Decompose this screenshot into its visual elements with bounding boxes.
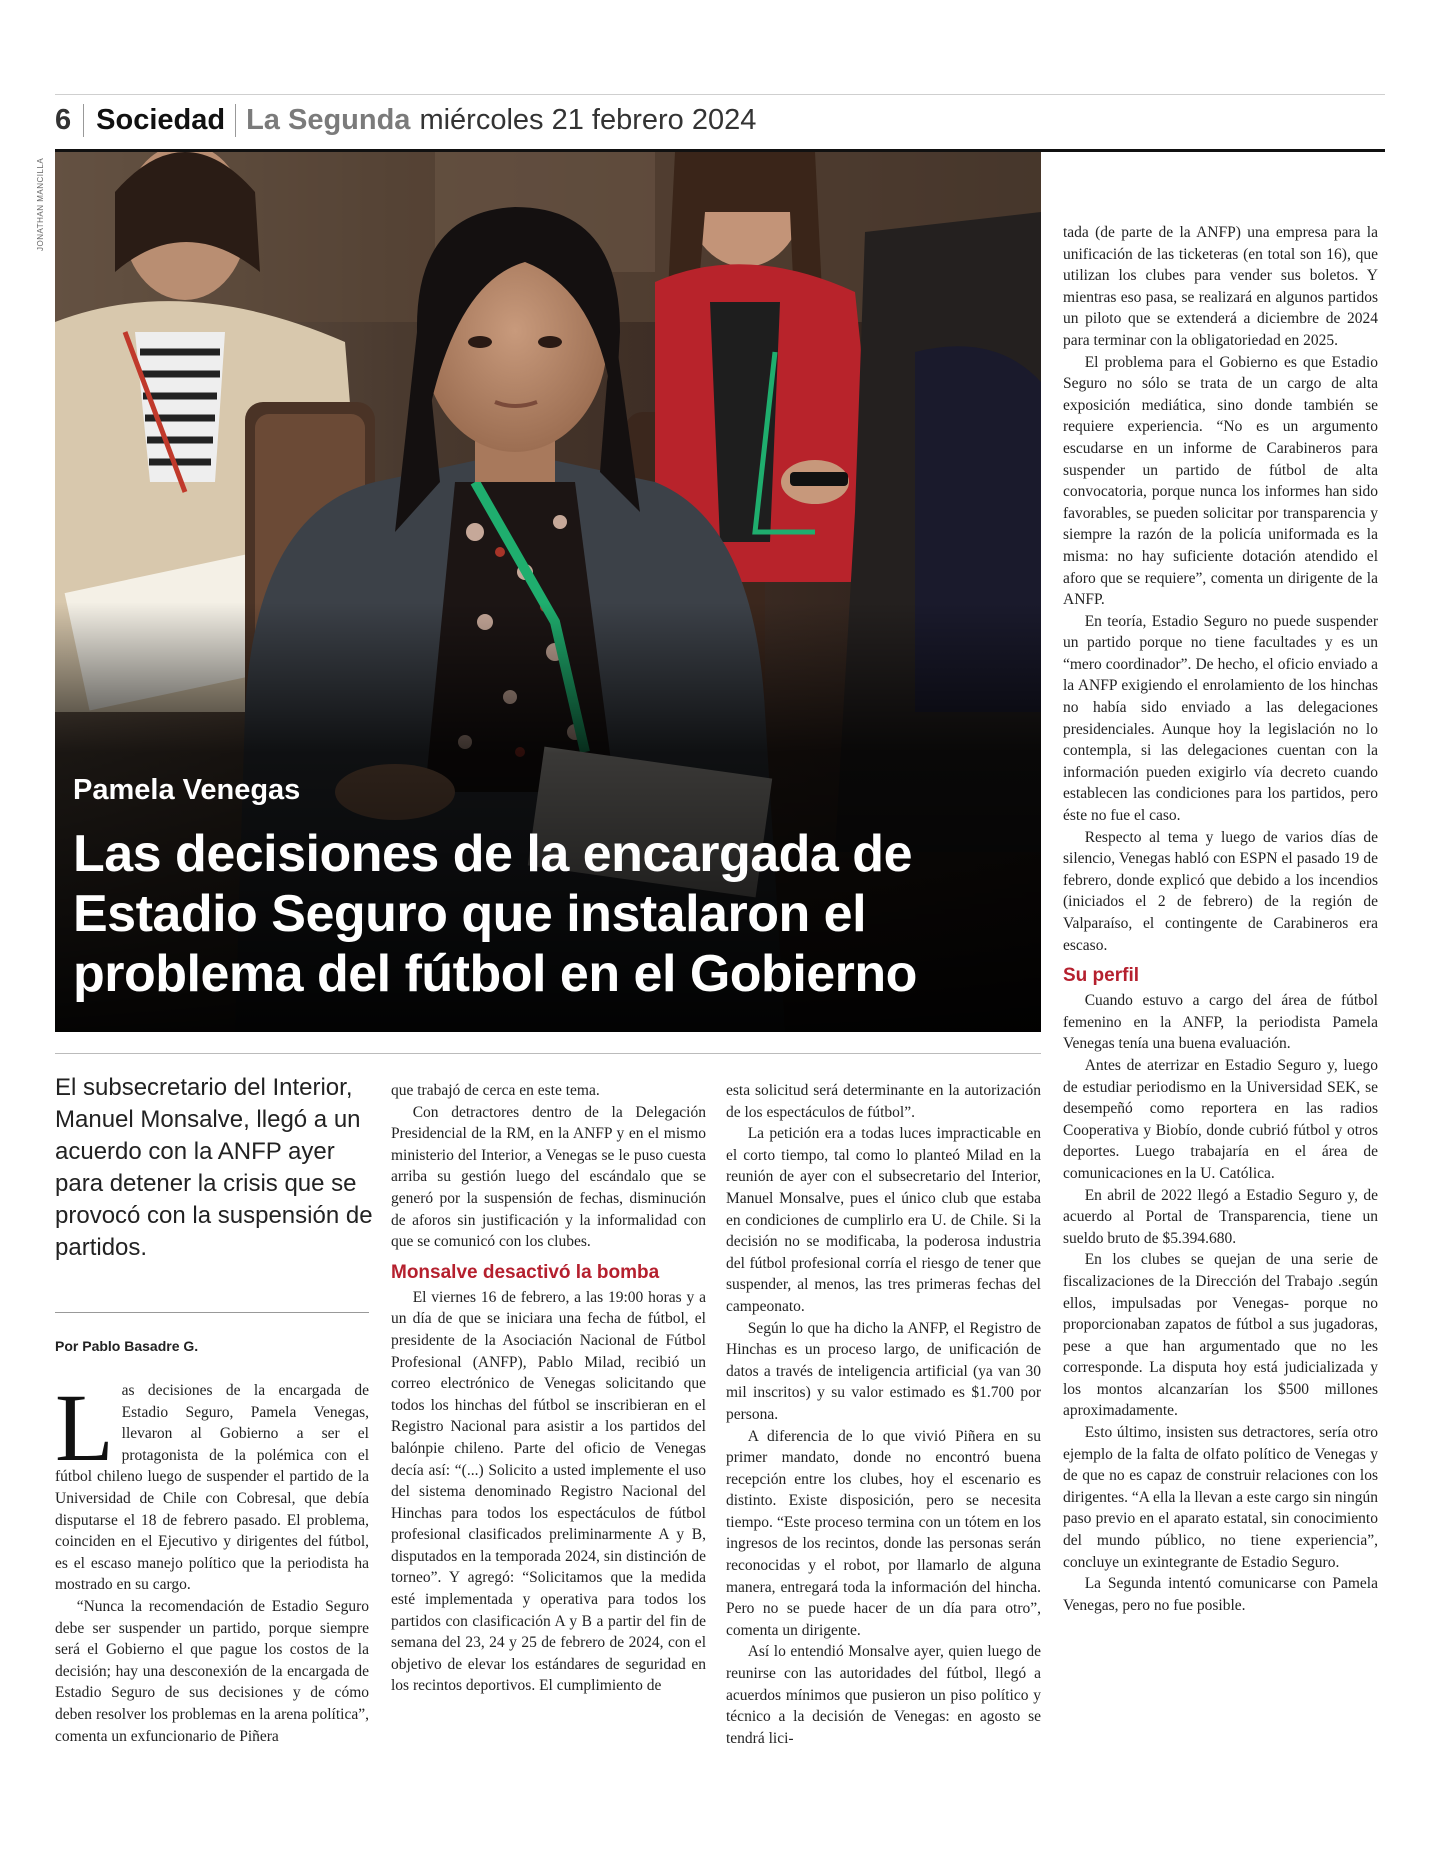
page-number: 6 bbox=[55, 104, 84, 137]
paragraph: Según lo que ha dicho la ANFP, el Registro de Hinchas es un proceso largo, de unificación de datos a través de inteligencia artificial (ya van 30 mil inscritos) y su valor estimado es $1.700 por persona. bbox=[726, 1319, 1041, 1423]
standfirst-rule bbox=[55, 1312, 369, 1313]
photo-credit: JONATHAN MANCILLA bbox=[36, 157, 45, 251]
paragraph: La Segunda intentó comunicarse con Pamela Venegas, pero no fue posible. bbox=[1063, 1575, 1378, 1614]
paragraph: La petición era a todas luces impracticable en el corto tiempo, tal como lo planteó Milad en la reunión de ayer con el subsecretario del Interior, Manuel Monsalve, pues el único club que estaba en condiciones de cumplirlo era U. de Chile. Si la decisión no se modificaba, la poderosa industria del fútbol profesional corría el riesgo de tener que suspender, al menos, las tres primeras fechas del campeonato. bbox=[726, 1125, 1041, 1315]
paragraph: Cuando estuvo a cargo del área de fútbol femenino en la ANFP, la periodista Pamela Venegas tenía una buena evaluación. bbox=[1063, 992, 1378, 1053]
standfirst: El subsecretario del Interior, Manuel Monsalve, llegó a un acuerdo con la ANFP ayer para detener la crisis que se provocó con la suspensión de partidos. bbox=[55, 1074, 373, 1261]
paragraph: En abril de 2022 llegó a Estadio Seguro y, de acuerdo al Portal de Transparencia, tiene un sueldo bruto de $5.394.680. bbox=[1063, 1186, 1378, 1247]
headline: Las decisiones de la encargada de Estadio Seguro que instalaron el problema del fútbol en el Gobierno bbox=[73, 825, 917, 1003]
paragraph: esta solicitud será determinante en la autorización de los espectáculos de fútbol”. bbox=[726, 1082, 1041, 1121]
paragraph: Esto último, insisten sus detractores, sería otro ejemplo de la falta de olfato político de Venegas y de que no es capaz de construir relaciones con los dirigentes. “A ella la llevan a este cargo sin ningún paso previo en el aparato estatal, sin conocimiento del mundo público, no tiene experiencia”, concluye un exintegrante de Estadio Seguro. bbox=[1063, 1424, 1378, 1571]
paragraph: En los clubes se quejan de una serie de fiscalizaciones de la Dirección del Trabajo .según ellos, impulsadas por Venegas- porque no proporcionaban zapatos de fútbol a sus jugadoras, pese a que han argumentado que no les corresponde. La disputa hoy está judicializada y los montos alcanzarían los $500 millones aproximadamente. bbox=[1063, 1251, 1378, 1420]
kicker: Pamela Venegas bbox=[73, 774, 301, 806]
headline-block bbox=[55, 770, 1041, 1032]
section-rule bbox=[55, 1053, 1041, 1054]
page-header bbox=[55, 100, 756, 140]
paragraph: “Nunca la recomendación de Estadio Seguro debe ser suspender un partido, porque siempre será el Gobierno el que pague los costos de la decisión; hay una desconexión de la encargada de Estadio Seguro de sus decisiones y de cómo deben resolver los problemas en la arena política”, comenta un exfuncionario de Piñera bbox=[55, 1597, 369, 1745]
paragraph: A diferencia de lo que vivió Piñera en su primer mandato, donde no encontró buena recepción entre los clubes, hoy el escenario es distinto. Existe disposición, pero se necesita tiempo. “Este proceso termina con un tótem en los ingresos de los recintos, donde las personas serán reconocidas y el robot, por llamarlo de alguna manera, entregará toda la información del hincha. Pero no se puede hacer de un día para otro”, comenta un dirigente. bbox=[726, 1427, 1041, 1639]
issue-date: miércoles 21 febrero 2024 bbox=[419, 103, 757, 136]
section-name: Sociedad bbox=[84, 104, 236, 137]
body-column-4 bbox=[1063, 222, 1378, 1852]
paragraph: El problema para el Gobierno es que Estadio Seguro no sólo se trata de un cargo de alta exposición mediática, sino donde también se requiere experiencia. “No es un argumento escudarse en un informe de Carabineros para suspender un partido de fútbol de alta convocatoria, porque nunca los informes han sido favorables, se pueden solicitar por transparencia y siempre la razón de la policía uniformada es la misma: no hay suficiente dotación atendido el aforo que se requiere”, comenta un dirigente de la ANFP. bbox=[1063, 353, 1378, 609]
body-column-1 bbox=[55, 1380, 369, 1844]
dropcap: L bbox=[55, 1380, 114, 1481]
byline: Por Pablo Basadre G. bbox=[55, 1338, 199, 1354]
body-column-2 bbox=[391, 1080, 706, 1850]
body-column-3 bbox=[726, 1080, 1041, 1850]
subheading-su-perfil: Su perfil bbox=[1063, 965, 1140, 987]
paragraph: Con detractores dentro de la Delegación Presidencial de la RM, en la ANFP y en el mismo ministerio del Interior, a Venegas se le puso cuesta arriba su gestión luego del escándalo que se generó por la suspensión de fechas, disminución de aforos sin justificación y la informalidad con que se comunicó con los clubes. bbox=[391, 1103, 706, 1251]
paragraph: En teoría, Estadio Seguro no puede suspender un partido porque no tiene facultades y es un “mero coordinador”. De hecho, el oficio enviado a la ANFP exigiendo el enrolamiento de los hinchas no había sido enviado a las delegaciones presidenciales. Aunque hoy la legislación no lo contempla, si las delegaciones cuentan con la información pueden exigirlo vía decreto cuando establecen las condiciones para los partidos, pero éste no fue el caso. bbox=[1063, 612, 1378, 825]
paragraph: Respecto al tema y luego de varios días de silencio, Venegas habló con ESPN el pasado 19 de febrero, donde explicó que debido a los incendios (iniciados el 2 de febrero) de la región de Valparaíso, el contingente de Carabineros era escaso. bbox=[1063, 828, 1378, 954]
paragraph: Antes de aterrizar en Estadio Seguro y, luego de estudiar periodismo en la Universidad SEK, se desempeñó como reportera en las radios Cooperativa y Biobío, donde cubrió fútbol y otros deportes. Luego trabajaría en el área de comunicaciones en la U. Católica. bbox=[1063, 1056, 1378, 1182]
subheading-monsalve: Monsalve desactivó la bomba bbox=[391, 1261, 660, 1283]
paragraph: El viernes 16 de febrero, a las 19:00 horas y a un día de que se iniciara una fecha de fútbol, el presidente de la Asociación Nacional de Fútbol Profesional (ANFP), Pablo Milad, recibió un correo electrónico de Venegas solicitando que todos los hinchas del fútbol se inscribieran en el Registro Nacional para asistir a los partidos del balónpie chileno. Parte del oficio de Venegas decía así: “(...) Solicito a usted implemente el uso del sistema denominado Registro Nacional del Hinchas para todos los espectáculos de fútbol profesional clasificados preliminarmente A y B, disputados en la temporada 2024, sin distinción de torneo”. Y agregó: “Solicitamos que la medida esté implementada y operativa para todos los partidos con clasificación A y B a partir del fin de semana del 23, 24 y 25 de febrero de 2024, con el objetivo de elevar los estándares de seguridad en los recintos deportivos. El cumplimiento de bbox=[391, 1288, 706, 1695]
paragraph: Así lo entendió Monsalve ayer, quien luego de reunirse con las autoridades del fútbol, llegó a acuerdos mínimos que pusieron un piso político y técnico a la decisión de Venegas: en agosto se tendrá lici- bbox=[726, 1643, 1041, 1747]
top-rule bbox=[55, 94, 1385, 95]
paragraph: que trabajó de cerca en este tema. bbox=[391, 1082, 600, 1099]
paragraph: Las decisiones de la encargada de Estadio Seguro, Pamela Venegas, llevaron al Gobierno a ser el protagonista de la polémica con el fútbol chileno luego de suspender el partido de la Universidad de Chile con Cobresal, que debía disputarse el 18 de febrero pasado. El problema, coinciden en el Ejecutivo y dirigentes del fútbol, es el escaso manejo político que la periodista ha mostrado en su cargo. bbox=[55, 1380, 369, 1594]
paragraph: tada (de parte de la ANFP) una empresa para la unificación de las ticketeras (en total son 16), que utilizan los clubes para vender sus boletos. Y mientras eso pasa, se realizará en algunos partidos un piloto que se extenderá a diciembre de 2024 para terminar con la obligatoriedad en 2025. bbox=[1063, 224, 1378, 349]
newspaper-name: La Segunda bbox=[246, 103, 411, 136]
